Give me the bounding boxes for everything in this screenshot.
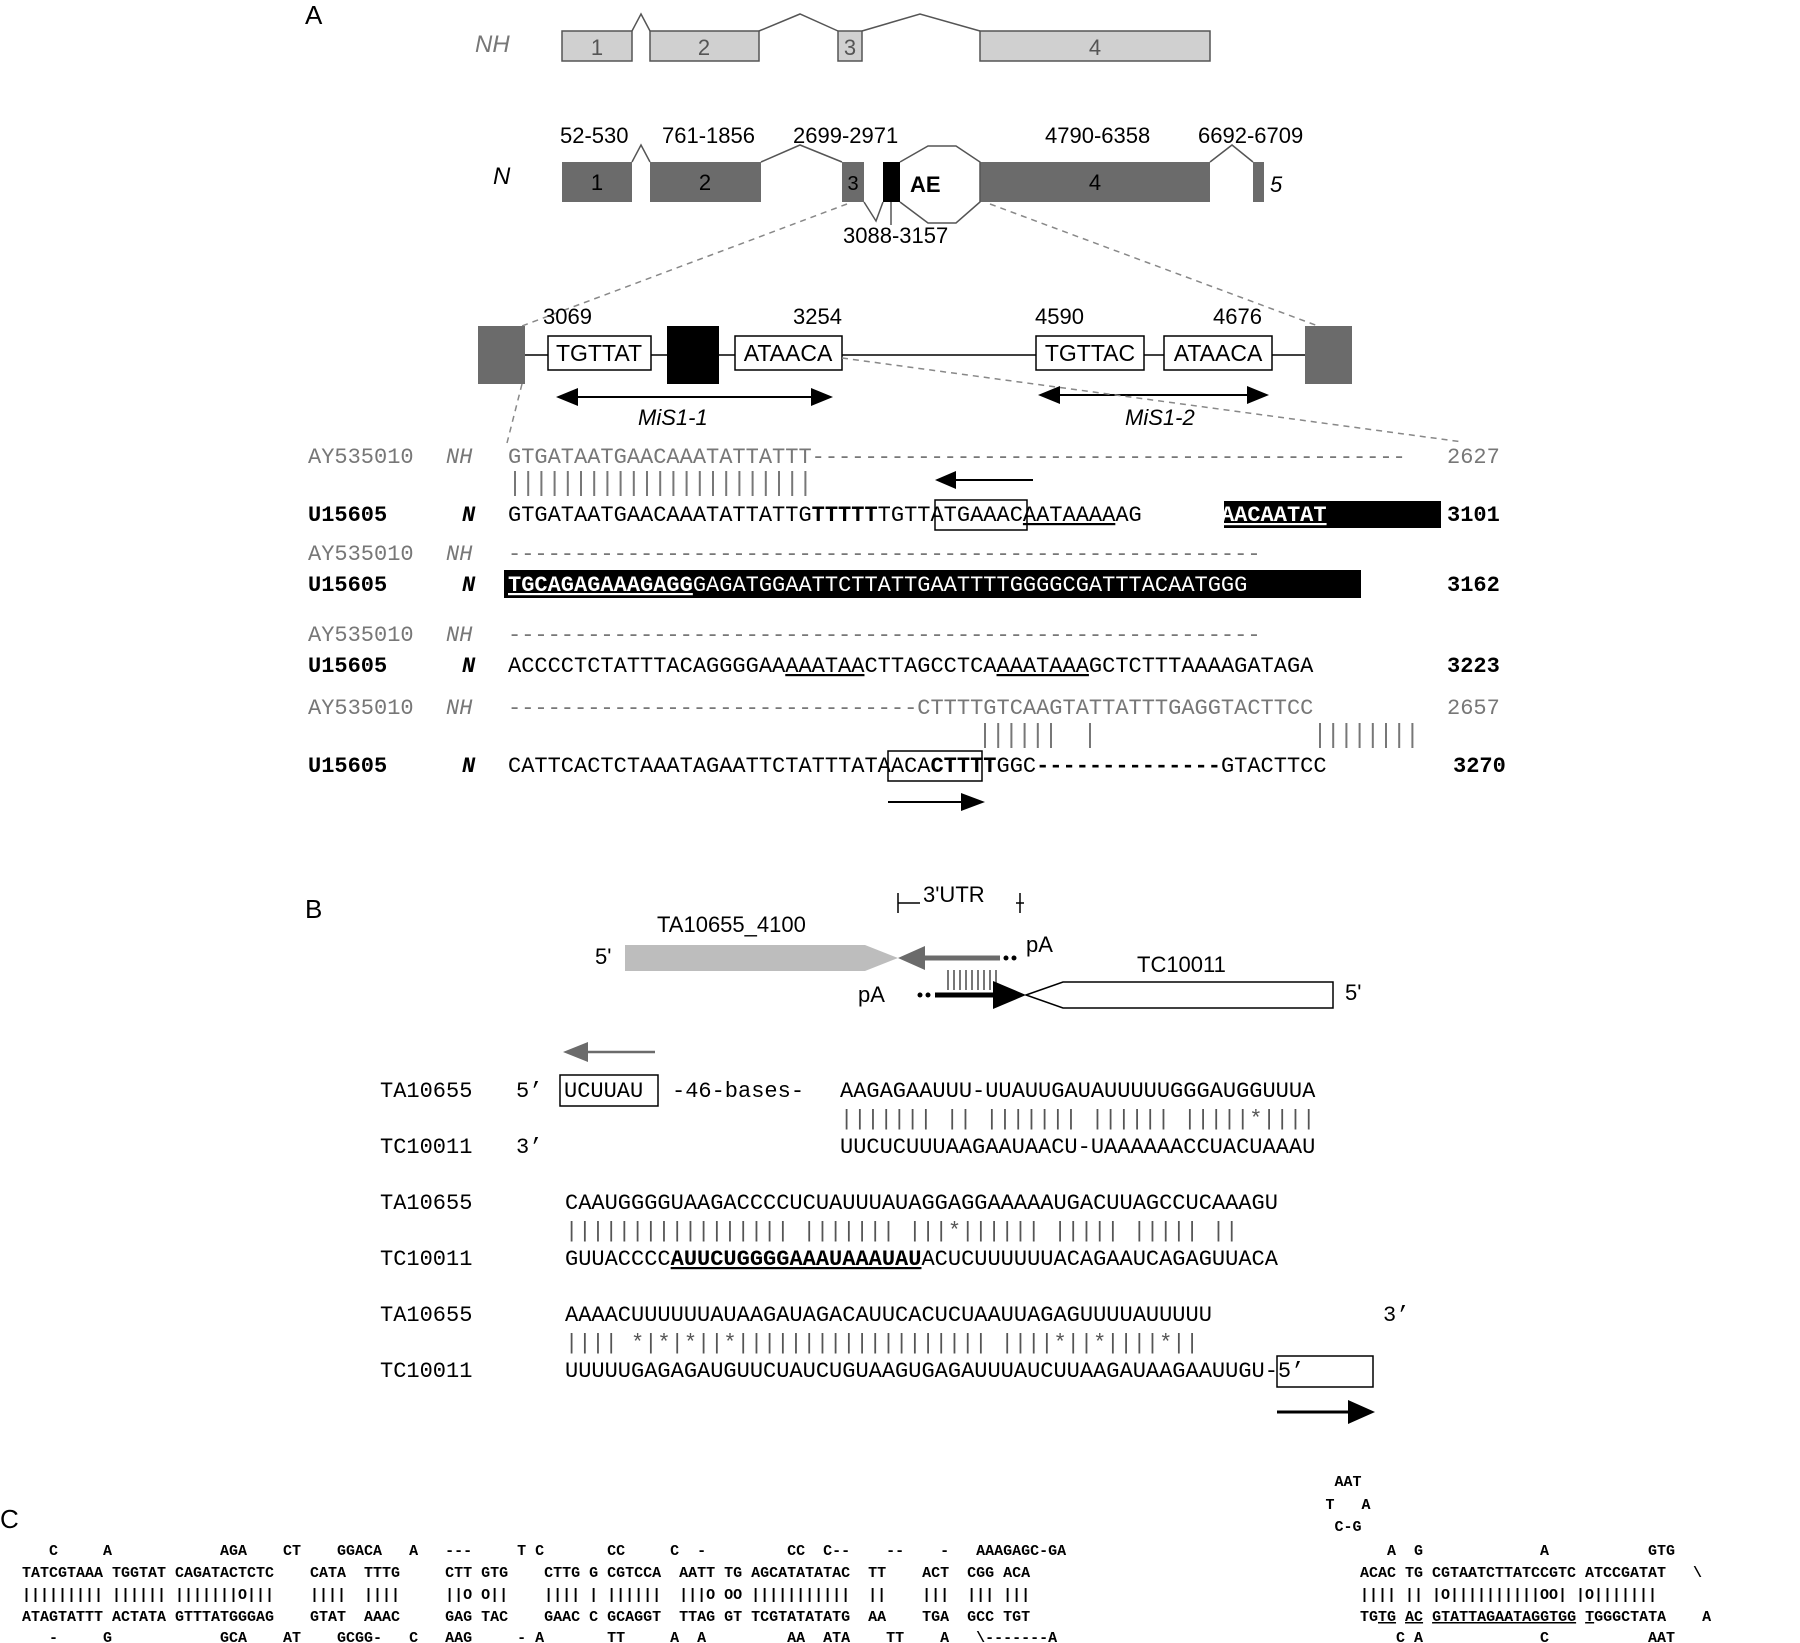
- nh-seq-3: ---------------------------------------------------------: [508, 623, 1261, 648]
- n-intron-3-lower: [864, 202, 883, 221]
- b-row1-tc: UUCUCUUUAAGAAUAACU-UAAAAAACCUACUAAAU: [840, 1135, 1316, 1160]
- mis1-1-arrowhead-left: [556, 388, 578, 406]
- nh-exon-3-label: 3: [843, 35, 857, 60]
- c-loop-3: C-G: [1334, 1519, 1362, 1536]
- panel-b-alignment: [380, 1042, 1409, 1424]
- nh-intron-1: [632, 14, 650, 31]
- n-end-4: 3270: [1453, 754, 1506, 779]
- n-seq-3: ACCCCTCTATTTACAGGGGAAAAATAACTTAGCCTCAAAATAAAGCTCTTTAAAAGATAGA: [508, 654, 1314, 679]
- nh-exon-2-label: 2: [697, 35, 711, 60]
- zoom-coord-4676: 4676: [1213, 304, 1262, 329]
- align-guide-left: [507, 384, 522, 443]
- acc-n-3: U15605: [308, 654, 388, 679]
- panel-b-gene-diagram: [595, 882, 1361, 1009]
- acc-nh-4: AY535010: [308, 696, 414, 721]
- c-left-r2: TATCGTAAA TGGTAT CAGATACTCTC CATA TTTG CTT GTG CTTG G CGTCCA AATT TG AGCATATATAC TT ACT CGG ACA: [22, 1565, 1031, 1582]
- match-bars-1: [515, 471, 805, 496]
- ta-dot-1: [1004, 956, 1009, 961]
- b-row1-ta: AAGAGAAUUU-UUAUUGAUAUUUUUGGGAUGGUUUA: [840, 1079, 1316, 1104]
- mis1-2-arrowhead-left: [1038, 386, 1060, 404]
- b-row2-ta: CAAUGGGGUAAGACCCCUCUAUUUAUAGGAGGAAAAAUGACUUAGCCUCAAAGU: [565, 1191, 1278, 1216]
- mis1-2-label: MiS1-2: [1125, 405, 1195, 430]
- n-exon-4-label: 4: [1088, 170, 1102, 195]
- b-ta-5prime: 5’: [516, 1079, 543, 1104]
- zoom-coord-3069: 3069: [543, 304, 592, 329]
- coord-exon-1: 52-530: [560, 123, 629, 148]
- gene-n-label: N: [493, 163, 511, 190]
- b-tc-label-1: TC10011: [380, 1135, 473, 1160]
- nh-seq-2: ---------------------------------------------------------: [508, 542, 1261, 567]
- tc-5prime: 5': [1345, 980, 1362, 1005]
- zoom-coord-3254: 3254: [793, 304, 842, 329]
- panel-label-c: C: [0, 1504, 19, 1534]
- tc-dot-2: [926, 993, 931, 998]
- coord-exon-2: 761-1856: [662, 123, 755, 148]
- tag-nh-4: NH: [446, 696, 473, 721]
- utr-label: 3'UTR: [923, 882, 985, 907]
- c-right-r4: TGTG AC GTATTAGAATAGGTGG TGGGCTATA A: [1360, 1609, 1712, 1626]
- nh-seq-4: -------------------------------CTTTTGTCAAGTATTATTTGAGGTACTTCC: [508, 696, 1314, 721]
- b-bases-text: -46-bases-: [672, 1079, 805, 1104]
- c-right-r1: A G A GTG: [1360, 1543, 1676, 1560]
- ta-gene-label: TA10655_4100: [657, 912, 806, 937]
- tc-utr-arrowhead: [993, 981, 1026, 1009]
- b-rev-arrowhead: [563, 1042, 588, 1062]
- c-loop-2: T A: [1325, 1497, 1371, 1514]
- n-end-3: 3223: [1447, 654, 1500, 679]
- n-seq-1: GTGATAATGAACAAATATTATTGTTTTTTGTTATGAAACAATAAAAAGAAGAAGAACAATAT: [508, 503, 1327, 528]
- zoom-exon-3: [478, 326, 525, 384]
- c-right-r2: ACAC TG CGTAATCTTATCCGTC ATCCGATAT \: [1360, 1565, 1703, 1582]
- acc-n-4: U15605: [308, 754, 388, 779]
- zoom-exon-4: [1305, 326, 1352, 384]
- coord-exon-5: 6692-6709: [1198, 123, 1304, 148]
- panel-c-hairpin: [22, 1474, 1711, 1643]
- motif-tgttac: TGTTAC: [1044, 340, 1136, 366]
- zoom-ae-box: [667, 326, 719, 384]
- ta-gene-arrow: [625, 945, 898, 971]
- utr-pair-bars: [948, 970, 996, 990]
- coord-exon-4: 4790-6358: [1045, 123, 1151, 148]
- b-row3-match: |||| *|*|*||*||||||||||||||||||| ||||*||*||||*||: [565, 1331, 1199, 1356]
- b-tc-label-3: TC10011: [380, 1359, 473, 1384]
- nh-intron-3: [862, 14, 980, 31]
- gene-model-nh: [475, 14, 1210, 61]
- n-seq-4: CATTCACTCTAAATAGAATTCTATTTATAACACTTTTGGC--------------GTACTTCC: [508, 754, 1327, 779]
- b-row2-match: ||||||||||||||||| ||||||| |||*|||||| ||||| ||||| ||: [565, 1219, 1239, 1244]
- tc-pa: pA: [858, 982, 885, 1007]
- alignment-a: [308, 445, 1506, 811]
- nh-end-1: 2627: [1447, 445, 1500, 470]
- mis1-1-arrowhead-right: [811, 388, 833, 406]
- ta-5prime: 5': [595, 944, 612, 969]
- n-end-1: 3101: [1447, 503, 1500, 528]
- b-row2-tc: GUUACCCCAUUCUGGGGAAAUAAAUAUACUCUUUUUUACAGAAUCAGAGUUACA: [565, 1247, 1278, 1272]
- motif-ataaca-1: ATAACA: [743, 340, 833, 366]
- tc-dot-1: [918, 993, 923, 998]
- b-tc-3prime: 3’: [516, 1135, 543, 1160]
- b-ta-label-3: TA10655: [380, 1303, 473, 1328]
- c-right-r5: C A C AAT: [1360, 1630, 1676, 1643]
- n-intron-1: [632, 145, 650, 162]
- acc-nh-1: AY535010: [308, 445, 414, 470]
- acc-nh-3: AY535010: [308, 623, 414, 648]
- alternative-exon-box: [883, 162, 900, 202]
- motif-ataaca-2: ATAACA: [1173, 340, 1263, 366]
- tag-n-4: N: [462, 754, 476, 779]
- nh-seq-1: GTGATAATGAACAAATATTATTT---------------------------------------------: [508, 445, 1406, 470]
- tc-gene-arrow: [1026, 982, 1333, 1008]
- nh-exon-1-label: 1: [590, 35, 604, 60]
- fwd-arrowhead-4: [961, 793, 985, 811]
- acc-n-1: U15605: [308, 503, 388, 528]
- c-loop-1: AAT: [1334, 1474, 1362, 1491]
- b-fwd-arrowhead: [1348, 1400, 1375, 1424]
- zoom-coord-4590: 4590: [1035, 304, 1084, 329]
- tag-nh-1: NH: [446, 445, 473, 470]
- acc-nh-2: AY535010: [308, 542, 414, 567]
- coord-ae: 3088-3157: [843, 223, 949, 248]
- n-seq-2: TGCAGAGAAAGAGGGAGATGGAATTCTTATTGAATTTTGGGGCGATTTACAATGGGGTAAG: [508, 573, 1314, 598]
- c-left-r1: C A AGA CT GGACA A --- T C CC C - CC C-- -- - AAAGAGC-GA: [22, 1543, 1067, 1560]
- tag-nh-2: NH: [446, 542, 473, 567]
- n-exon-3-label: 3: [847, 173, 859, 195]
- tag-n-2: N: [462, 573, 476, 598]
- c-right-r3: |||| || |O||||||||||OO| |O|||||||: [1360, 1587, 1658, 1604]
- ae-label: AE: [910, 172, 941, 197]
- nh-end-4: 2657: [1447, 696, 1500, 721]
- b-row1-match: ||||||| || ||||||| |||||| |||||*||||: [840, 1107, 1316, 1132]
- rev-arrowhead-1: [935, 471, 956, 489]
- n-end-2: 3162: [1447, 573, 1500, 598]
- acc-n-2: U15605: [308, 573, 388, 598]
- tag-n-1: N: [462, 503, 476, 528]
- ta-utr-arrowhead: [898, 946, 925, 970]
- b-row3-tc: UUUUUGAGAGAUGUUCUAUCUGUAAGUGAGAUUUAUCUUAAGAUAAGAAUUGU-5’: [565, 1359, 1305, 1384]
- gene-nh-label: NH: [475, 31, 510, 58]
- b-ta-label-1: TA10655: [380, 1079, 473, 1104]
- tag-nh-3: NH: [446, 623, 473, 648]
- mis1-1-label: MiS1-1: [638, 405, 708, 430]
- gene-model-n: [493, 123, 1303, 248]
- b-box1-text: UCUUAU: [564, 1079, 644, 1104]
- match-bars-4: [985, 723, 1412, 748]
- mis1-2-arrowhead-right: [1247, 386, 1269, 404]
- tag-n-3: N: [462, 654, 476, 679]
- motif-tgttat: TGTTAT: [555, 340, 643, 366]
- ta-pa: pA: [1026, 932, 1053, 957]
- panel-label-a: A: [305, 0, 323, 30]
- b-ta-label-2: TA10655: [380, 1191, 473, 1216]
- c-left-r3: ||||||||| |||||| |||||||O||| |||| |||| ||O O|| |||| | |||||| |||O OO ||||||||||| || ||| ||| |||: [22, 1587, 1031, 1604]
- c-left-r4: ATAGTATTT ACTATA GTTTATGGGAG GTAT AAAC GAG TAC GAAC C GCAGGT TTAG GT TCGTATATATG AA TGA GCC TGT: [22, 1609, 1031, 1626]
- b-ta-3prime: 3’: [1383, 1303, 1410, 1328]
- tc-gene-label: TC10011: [1137, 952, 1226, 977]
- nh-intron-2: [759, 14, 838, 31]
- c-left-r5: - G GCA AT GCGG- C AAG - A TT A A AA ATA TT A \-------A: [22, 1630, 1058, 1643]
- n-exon-2-label: 2: [698, 170, 712, 195]
- nh-exon-4-label: 4: [1088, 35, 1102, 60]
- coord-exon-3: 2699-2971: [793, 123, 899, 148]
- b-row3-ta: AAAACUUUUUUAUAAGAUAGACAUUCACUCUAAUUAGAGUUUUAUUUUU: [565, 1303, 1212, 1328]
- ta-dot-2: [1012, 956, 1017, 961]
- zoomed-intron: [478, 304, 1352, 430]
- b-tc-label-2: TC10011: [380, 1247, 473, 1272]
- panel-label-b: B: [305, 894, 323, 924]
- n-exon-5-label: 5: [1270, 172, 1283, 197]
- n-exon-1-label: 1: [590, 170, 604, 195]
- n-exon-5: [1253, 162, 1264, 202]
